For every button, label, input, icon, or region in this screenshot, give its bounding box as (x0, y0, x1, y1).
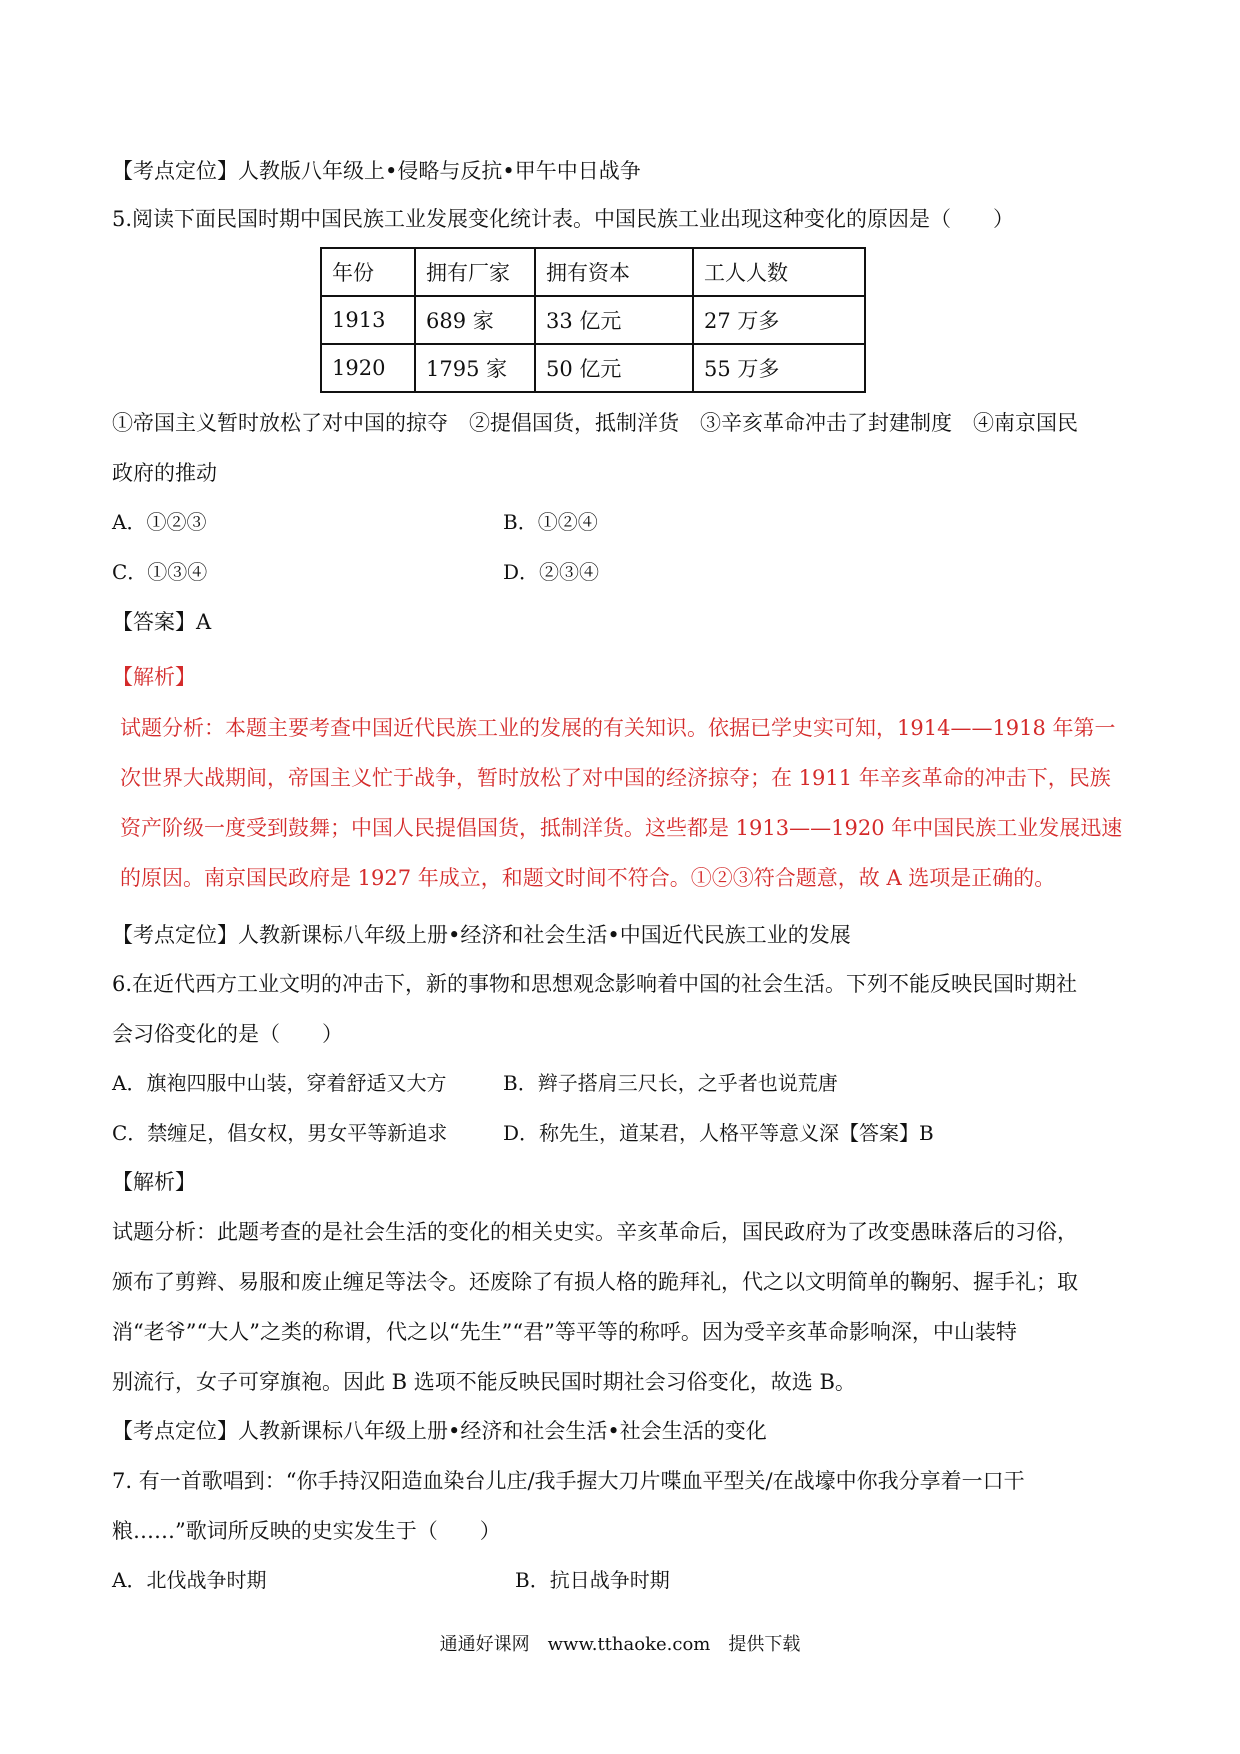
q6-option-b: B．辫子搭肩三尺长，之乎者也说荒唐 (503, 1071, 838, 1095)
q6-analysis-line: 颁布了剪辫、易服和废止缠足等法令。还废除了有损人格的跪拜礼，代之以文明简单的鞠躬、握手礼；取 (112, 1270, 1078, 1294)
q7-stem-line2: 粮……”歌词所反映的史实发生于（ ） (112, 1519, 501, 1543)
header-capital: 拥有资本 (535, 248, 693, 296)
table-cell: 1913 (321, 296, 415, 344)
q5-items-line2: 政府的推动 (112, 461, 217, 485)
table-row (321, 296, 865, 344)
q7-option-b: B．抗日战争时期 (515, 1568, 670, 1592)
q6-point: 【考点定位】人教新课标八年级上册•经济和社会生活•社会生活的变化 (112, 1419, 767, 1443)
q6-option-a: A．旗袍四服中山装，穿着舒适又大方 (112, 1071, 447, 1095)
q6-stem-line1: 6.在近代西方工业文明的冲击下，新的事物和思想观念影响着中国的社会生活。下列不能反映民国时期社 (112, 972, 1078, 996)
header-workers: 工人人数 (693, 248, 865, 296)
industry-stats-table (320, 247, 866, 393)
table-cell: 33 亿元 (535, 296, 693, 344)
q6-analysis-title: 【解析】 (112, 1170, 196, 1194)
q5-option-c: C．①③④ (112, 560, 208, 584)
q6-analysis-line: 消“老爷”“大人”之类的称谓，代之以“先生”“君”等平等的称呼。因为受辛亥革命影响深，中山装特 (112, 1320, 1017, 1344)
q5-option-a: A．①②③ (112, 510, 207, 534)
q5-analysis-line: 次世界大战期间，帝国主义忙于战争，暂时放松了对中国的经济掠夺；在 1911 年辛亥革命的冲击下，民族 (120, 766, 1111, 790)
q5-option-b: B．①②④ (503, 510, 598, 534)
q6-analysis-line: 别流行，女子可穿旗袍。因此 B 选项不能反映民国时期社会习俗变化，故选 B。 (112, 1370, 856, 1394)
q5-analysis-line: 的原因。南京国民政府是 1927 年成立，和题文时间不符合。①②③符合题意，故 A 选项是正确的。 (120, 866, 1056, 890)
header-factories: 拥有厂家 (415, 248, 535, 296)
q6-analysis-line: 试题分析：此题考查的是社会生活的变化的相关史实。辛亥革命后，国民政府为了改变愚昧落后的习俗， (112, 1220, 1078, 1244)
q5-items-line1: ①帝国主义暂时放松了对中国的掠夺 ②提倡国货，抵制洋货 ③辛亥革命冲击了封建制度 ④南京国民 (112, 411, 1078, 435)
header-year: 年份 (321, 248, 415, 296)
table-cell: 689 家 (415, 296, 535, 344)
q5-stem: 5.阅读下面民国时期中国民族工业发展变化统计表。中国民族工业出现这种变化的原因是（ ） (112, 207, 1015, 231)
q6-option-c: C．禁缠足，倡女权，男女平等新追求 (112, 1121, 448, 1145)
q5-analysis-title: 【解析】 (112, 665, 196, 689)
page-footer: 通通好课网 www.tthaoke.com 提供下载 (439, 1634, 801, 1655)
q5-analysis-line: 试题分析：本题主要考查中国近代民族工业的发展的有关知识。依据已学史实可知，1914——1918 年第一 (120, 716, 1116, 740)
q5-answer: 【答案】A (112, 610, 212, 634)
q5-analysis-line: 资产阶级一度受到鼓舞；中国人民提倡国货，抵制洋货。这些都是 1913——1920 年中国民族工业发展迅速 (120, 816, 1123, 840)
table-cell: 27 万多 (693, 296, 865, 344)
q5-option-d: D．②③④ (503, 560, 600, 584)
table-cell: 1920 (321, 344, 415, 392)
q6-stem-line2: 会习俗变化的是（ ） (112, 1022, 343, 1046)
table-cell: 50 亿元 (535, 344, 693, 392)
q7-option-a: A．北伐战争时期 (112, 1568, 267, 1592)
q4-point: 【考点定位】人教版八年级上•侵略与反抗•甲午中日战争 (112, 159, 641, 183)
table-cell: 1795 家 (415, 344, 535, 392)
table-header-row (321, 248, 865, 296)
q7-stem-line1: 7. 有一首歌唱到：“你手持汉阳造血染台儿庄/我手握大刀片喋血平型关/在战壕中你我分享着一口干 (112, 1469, 1025, 1493)
table-row (321, 344, 865, 392)
table-cell: 55 万多 (693, 344, 865, 392)
q5-point: 【考点定位】人教新课标八年级上册•经济和社会生活•中国近代民族工业的发展 (112, 923, 851, 947)
q6-option-d: D．称先生，道某君，人格平等意义深【答案】B (503, 1121, 934, 1145)
